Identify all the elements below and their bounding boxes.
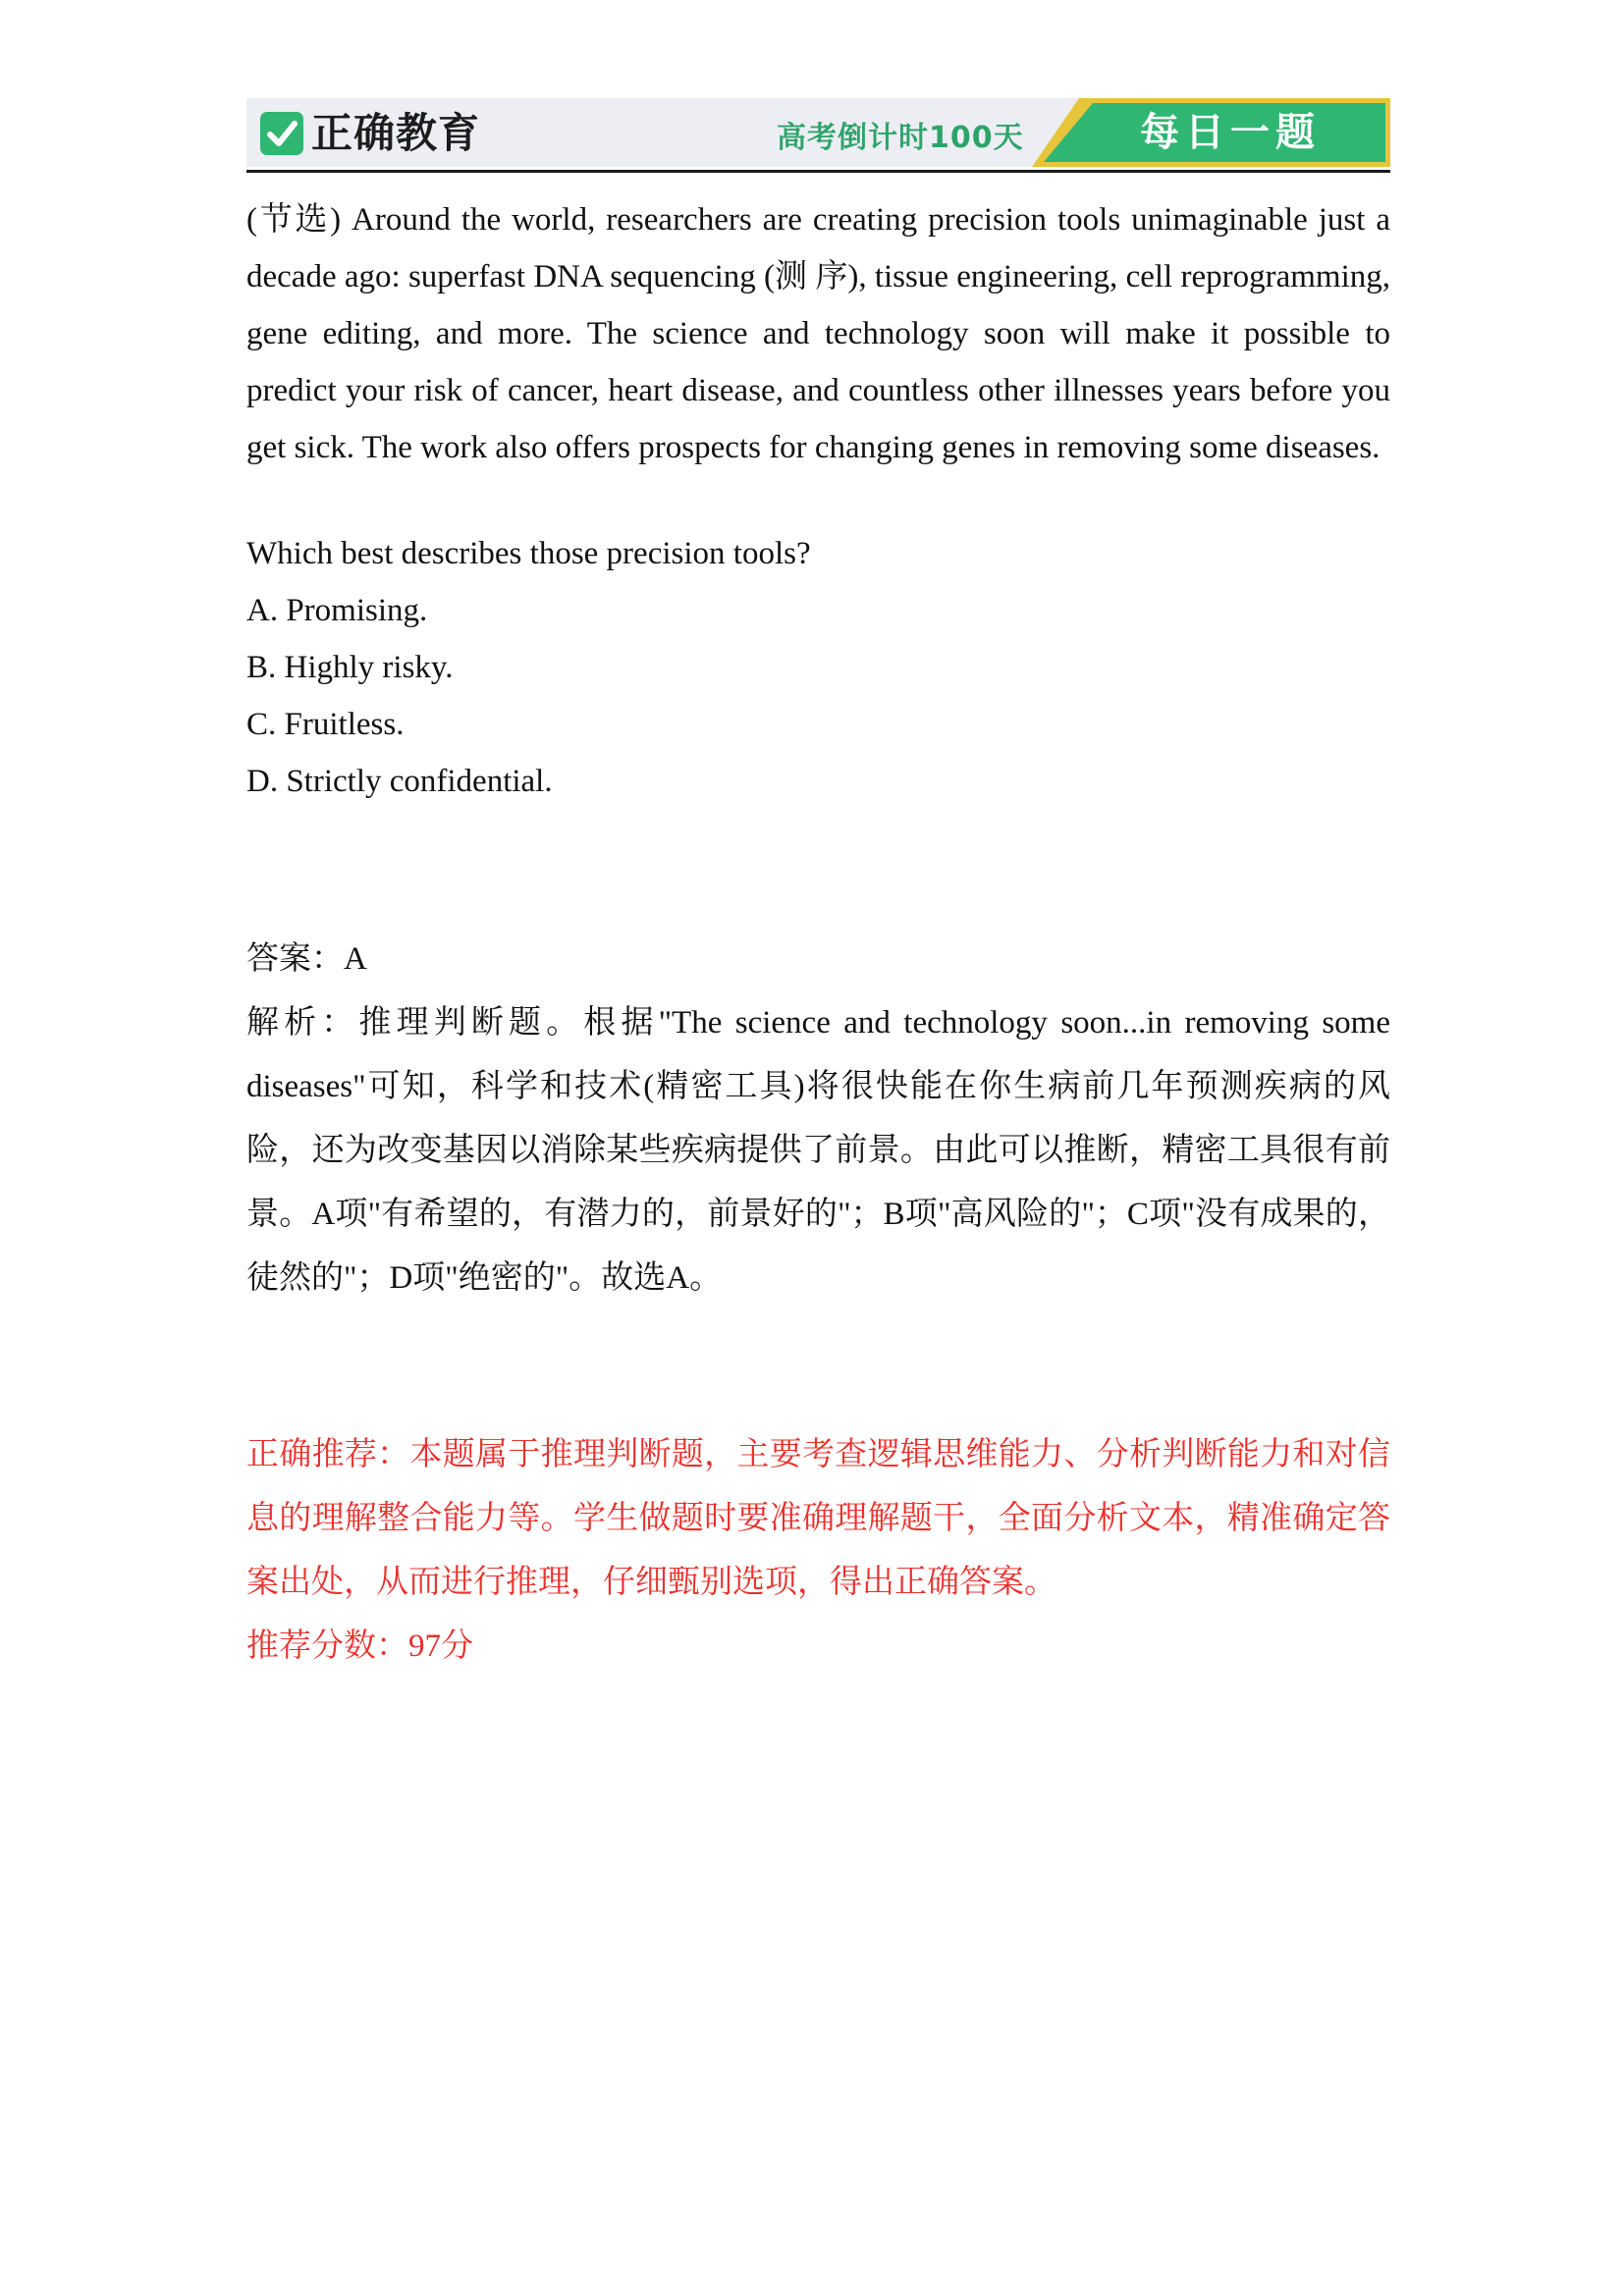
option-a: A. Promising. — [246, 593, 428, 628]
recommend-text: 正确推荐：本题属于推理判断题，主要考查逻辑思维能力、分析判断能力和对信息的理解整合能力等。学生做题时要准确理解题干，全面分析文本，精准确定答案出处，从而进行推理，仔细甄别选项，得出正确答案。 — [246, 1437, 1390, 1600]
question-block — [246, 525, 1390, 810]
countdown-label: 高考倒计时100天 — [777, 121, 1024, 155]
recommend-block — [246, 1423, 1390, 1679]
header-banner — [246, 98, 1390, 171]
header-divider — [246, 170, 1390, 173]
answer-block — [246, 928, 1390, 1310]
option-c: C. Fruitless. — [246, 707, 405, 742]
check-icon — [260, 112, 303, 155]
option-d: D. Strictly confidential. — [246, 764, 553, 799]
reading-passage: (节选) Around the world, researchers are creating precision tools unimaginable just a decade ago: superfast DNA sequencing (测 序), tissue engineering, cell reprogramming, gene editing, and more. The science and technology soon will make it possible to predict your risk of cancer, heart disease, and countless other illnesses years before you get sick. The work also offers prospects for changing genes in removing some diseases. — [246, 202, 1390, 465]
answer-analysis: 解析：推理判断题。根据"The science and technology soon...in removing some diseases"可知，科学和技术(精密工具)将很快能在你生病前几年预测疾病的风险，还为改变基因以消除某些疾病提供了前景。由此可以推断，精密工具很有前景。A项"有希望的，有潜力的，前景好的"；B项"高风险的"；C项"没有成果的，徒然的"；D项"绝密的"。故选A。 — [246, 1005, 1390, 1296]
recommend-score: 推荐分数：97分 — [246, 1629, 473, 1664]
answer-label: 答案：A — [246, 941, 367, 977]
question-content — [246, 191, 1390, 1679]
question-stem: Which best describes those precision tools? — [246, 536, 811, 571]
daily-question-label: 每日一题 — [1140, 110, 1321, 155]
brand-name: 正确教育 — [311, 109, 481, 157]
option-b: B. Highly risky. — [246, 650, 454, 685]
